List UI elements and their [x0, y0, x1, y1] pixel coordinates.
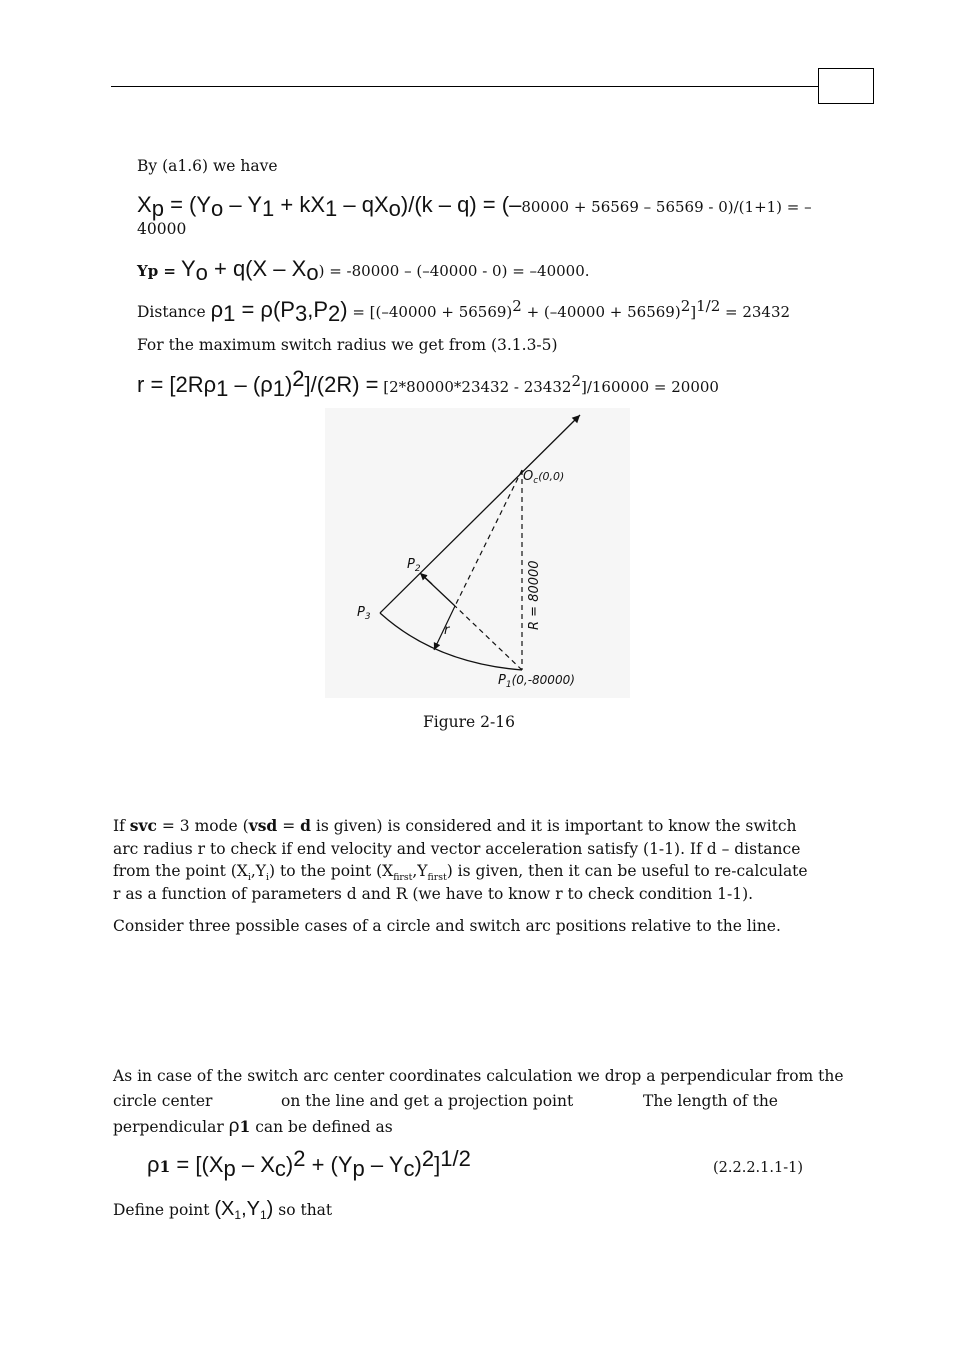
r-equation: $r = [2R\rho_1 - (\rho_1)^2]/(2R) = [2*80000*23432 - 23432^2]/160000 = 20000$: [137, 365, 719, 402]
oc-label: $O_c^{(0,0)}$: [523, 469, 565, 486]
intro-line: By (a1.6) we have: [137, 157, 278, 175]
figure-2-16: [325, 408, 630, 698]
p2-label: $P_2$: [407, 557, 421, 574]
rho-equation: $\rho 1 = [(X_p - X_c)^2 + (Y_p - Y_c)^2]^{1/2}$: [147, 1145, 471, 1182]
p3-label: $P_3$: [357, 605, 371, 622]
define-point-line: Define point $(X_1,Y_1)$ so that: [113, 1198, 333, 1223]
r-80000-label: R = 80000: [527, 560, 542, 630]
distance-equation: Distance $\rho_1 = \rho(P_3,P_2) = [(-40000 + 56569)^2 + (-40000 + 56569)^2]^{1/2} = 23432$: [137, 296, 791, 327]
yp-equation: $Yp = Y_o + q(X - X_o) = -80000 - (-40000 - 0) = -40000$.: [137, 256, 590, 286]
xp-equation: $X_p = (Y_o - Y_1 + kX_1 - qX_o)/(k - q) = (-80000 + 56569 - 56569 - 0)/(1+1)$ = –: [137, 192, 812, 222]
paragraph-svc-mode: If svc = 3 mode (vsd = d is given) is considered and it is important to know the switch arc radius r to check if end velocity and vector acceleration satisfy (1-1). If d – distance from the point $(X_i,Y_i)$ to the point $(X_{first},Y_{first})$ is given, then it can be useful to re-calculate r as a function of parameters d and R (we have to know r to check condition 1-1).: [113, 816, 808, 903]
paragraph-perpendicular-line2a: circle center: [113, 1092, 213, 1110]
paragraph-perpendicular-line2c: The length of the: [643, 1092, 778, 1110]
paragraph-three-cases: Consider three possible cases of a circle and switch arc positions relative to the line.: [113, 917, 781, 935]
figure-background: [325, 408, 630, 698]
max-radius-line: For the maximum switch radius we get from (3.1.3-5): [137, 336, 558, 354]
page-number-box: [818, 68, 874, 104]
equation-number: (2.2.2.1.1-1): [713, 1160, 804, 1176]
small-r-label: r: [444, 623, 450, 638]
paragraph-perpendicular-line2b: on the line and get a projection point: [281, 1092, 574, 1110]
figure-caption: Figure 2-16: [423, 713, 515, 731]
xp-result: 40000: [137, 220, 187, 238]
paragraph-perpendicular-line3: perpendicular ρ1 can be defined as: [113, 1116, 393, 1137]
paragraph-perpendicular-line1: As in case of the switch arc center coordinates calculation we drop a perpendicular from the: [113, 1067, 844, 1085]
p1-label: $P_1(0,-80000)$: [498, 673, 575, 690]
header-rule: [111, 86, 818, 87]
